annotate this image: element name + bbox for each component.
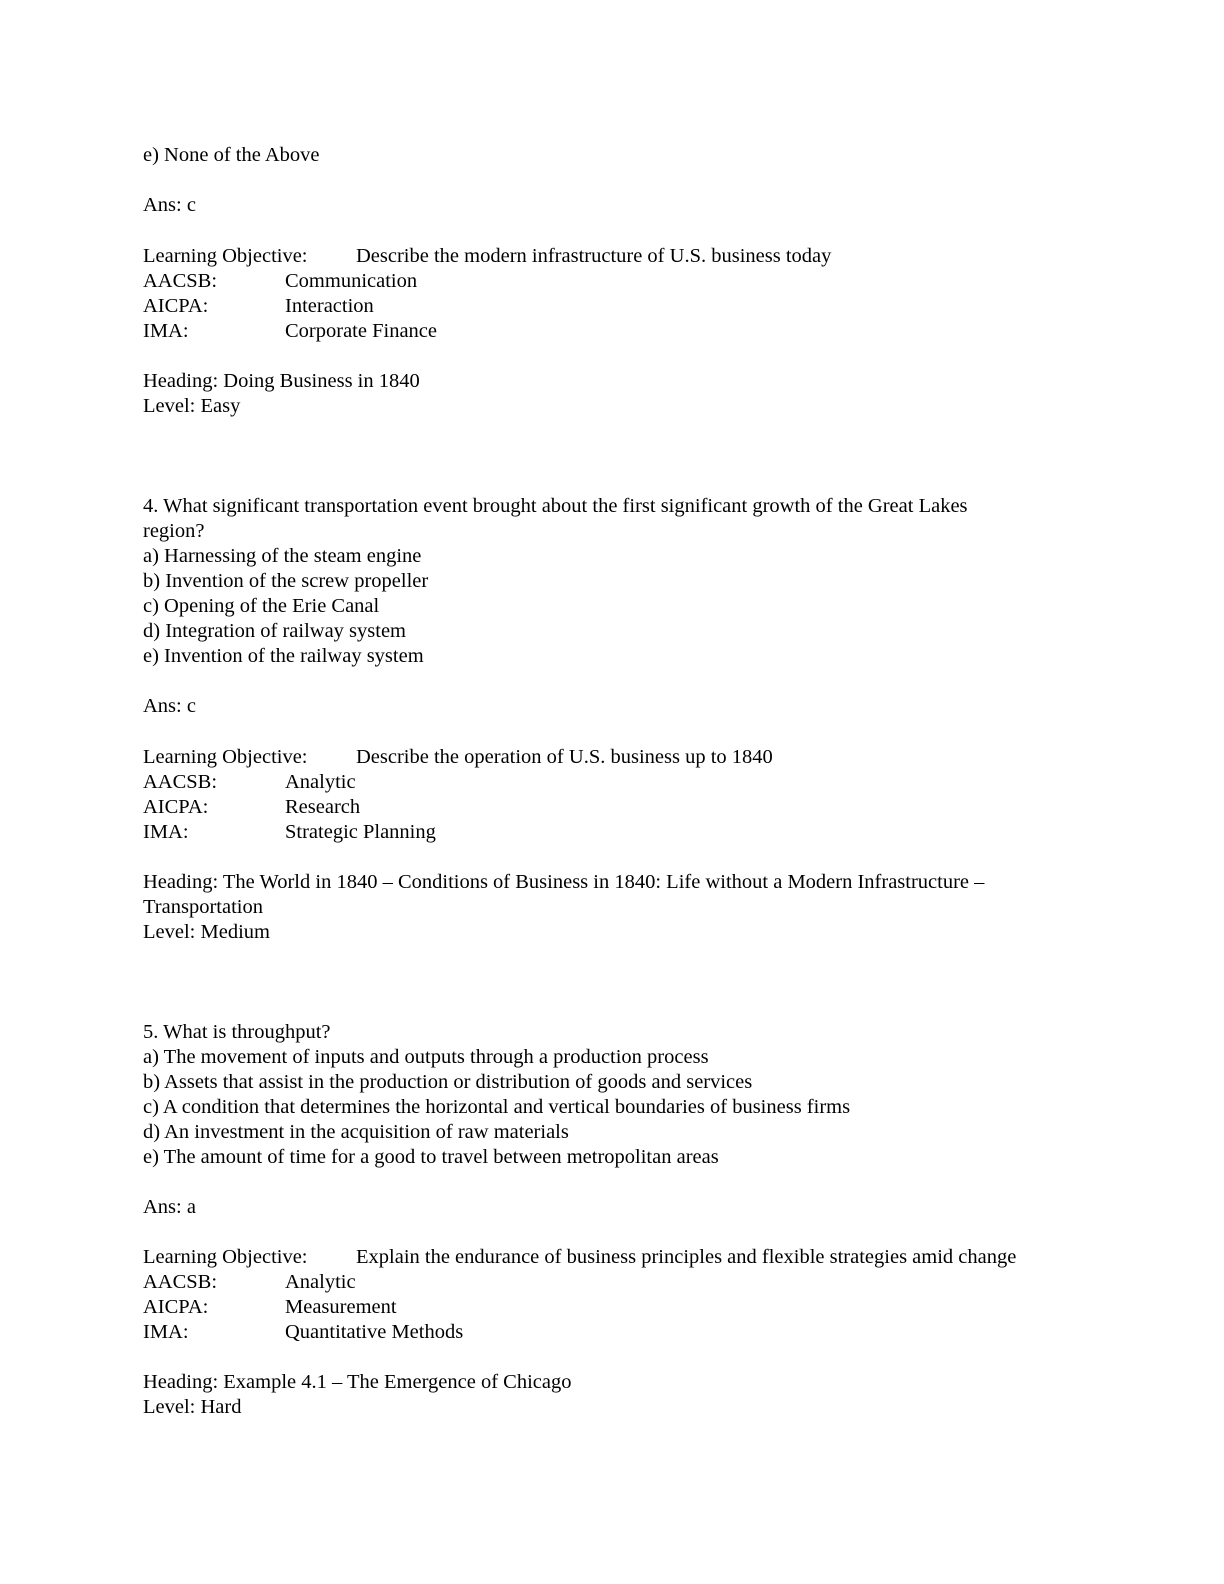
aicpa-row — [143, 1295, 397, 1320]
ima-label: IMA: — [143, 1321, 189, 1343]
learning-objective-row — [143, 1245, 1017, 1270]
ima-row — [143, 1320, 464, 1345]
option-c: c) A condition that determines the horizontal and vertical boundaries of business firms — [143, 1096, 851, 1118]
ima-value: Strategic Planning — [285, 821, 436, 843]
option-e: e) None of the Above — [143, 144, 320, 166]
aacsb-label: AACSB: — [143, 1271, 218, 1293]
aicpa-value: Research — [285, 796, 361, 818]
option-b: b) Invention of the screw propeller — [143, 570, 429, 592]
learning-objective-value: Describe the operation of U.S. business up to 1840 — [356, 746, 773, 768]
aacsb-row — [143, 1270, 356, 1295]
question-5-text: 5. What is throughput? — [143, 1021, 331, 1043]
option-d: d) Integration of railway system — [143, 620, 407, 642]
ima-value: Quantitative Methods — [285, 1321, 464, 1343]
ima-row — [143, 820, 436, 845]
heading-cont: Transportation — [143, 896, 263, 918]
learning-objective-label: Learning Objective: — [143, 245, 308, 267]
option-e: e) The amount of time for a good to travel between metropolitan areas — [143, 1146, 719, 1168]
aacsb-row — [143, 770, 356, 795]
aacsb-value: Communication — [285, 270, 418, 292]
ima-row — [143, 319, 437, 344]
aicpa-row — [143, 795, 361, 820]
aicpa-row — [143, 294, 374, 319]
ima-label: IMA: — [143, 320, 189, 342]
heading: Heading: Example 4.1 – The Emergence of Chicago — [143, 1371, 572, 1393]
level: Level: Hard — [143, 1396, 242, 1418]
option-c: c) Opening of the Erie Canal — [143, 595, 380, 617]
heading: Heading: Doing Business in 1840 — [143, 370, 420, 392]
question-4-text-cont: region? — [143, 520, 205, 542]
aacsb-value: Analytic — [285, 771, 356, 793]
learning-objective-row — [143, 745, 773, 770]
learning-objective-value: Explain the endurance of business principles and flexible strategies amid change — [356, 1246, 1017, 1268]
answer: Ans: a — [143, 1196, 196, 1218]
ima-value: Corporate Finance — [285, 320, 437, 342]
level: Level: Medium — [143, 921, 270, 943]
ima-label: IMA: — [143, 821, 189, 843]
heading: Heading: The World in 1840 – Conditions of Business in 1840: Life without a Modern Infrastructure – — [143, 871, 985, 893]
learning-objective-value: Describe the modern infrastructure of U.S. business today — [356, 245, 832, 267]
question-4-text: 4. What significant transportation event brought about the first significant growth of the Great Lakes — [143, 495, 968, 517]
aicpa-label: AICPA: — [143, 295, 209, 317]
level: Level: Easy — [143, 395, 241, 417]
learning-objective-row — [143, 244, 832, 269]
option-e: e) Invention of the railway system — [143, 645, 424, 667]
learning-objective-label: Learning Objective: — [143, 1246, 308, 1268]
aacsb-label: AACSB: — [143, 270, 218, 292]
option-a: a) The movement of inputs and outputs through a production process — [143, 1046, 709, 1068]
learning-objective-label: Learning Objective: — [143, 746, 308, 768]
aacsb-value: Analytic — [285, 1271, 356, 1293]
aicpa-label: AICPA: — [143, 1296, 209, 1318]
option-a: a) Harnessing of the steam engine — [143, 545, 422, 567]
aicpa-label: AICPA: — [143, 796, 209, 818]
aacsb-row — [143, 269, 418, 294]
answer: Ans: c — [143, 695, 196, 717]
option-b: b) Assets that assist in the production or distribution of goods and services — [143, 1071, 753, 1093]
aicpa-value: Measurement — [285, 1296, 397, 1318]
option-d: d) An investment in the acquisition of raw materials — [143, 1121, 569, 1143]
aacsb-label: AACSB: — [143, 771, 218, 793]
aicpa-value: Interaction — [285, 295, 374, 317]
answer: Ans: c — [143, 194, 196, 216]
